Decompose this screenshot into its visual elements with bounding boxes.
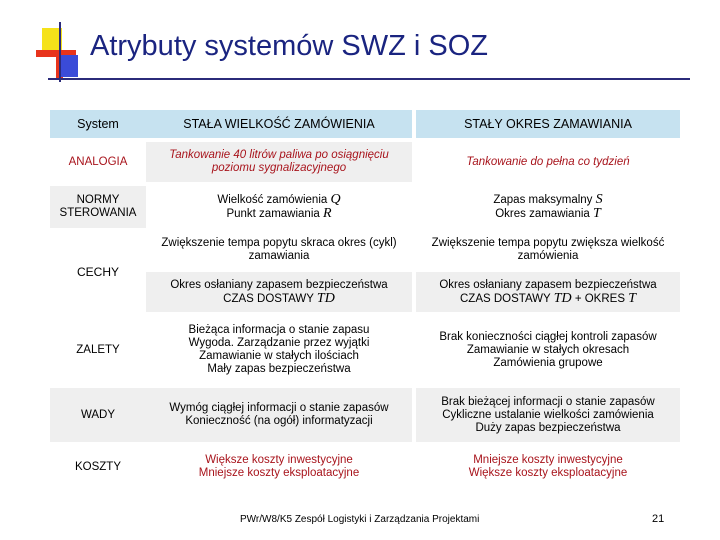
normy-soz — [416, 186, 680, 228]
wady-soz-line: Brak bieżącej informacji o stanie zapasów — [441, 395, 655, 408]
symbol-r: R — [322, 206, 332, 221]
koszty-soz-line: Mniejsze koszty inwestycyjne — [473, 454, 623, 466]
normy-swz-line2: Punkt zamawiania — [226, 208, 320, 220]
normy-swz-line1: Wielkość zamówienia — [217, 194, 328, 206]
koszty-soz — [416, 446, 680, 488]
zalety-soz-line: Zamówienia grupowe — [493, 356, 603, 369]
header-system: System — [50, 110, 146, 138]
cechy-cells — [146, 232, 680, 312]
zalety-soz-line: Brak konieczności ciągłej kontroli zapasów — [439, 330, 657, 343]
row-label-koszty: KOSZTY — [74, 460, 121, 473]
koszty-soz-line: Większe koszty eksploatacyjne — [468, 467, 628, 479]
symbol-q: Q — [330, 192, 341, 207]
footer-text: PWr/W8/K5 Zespół Logistyki i Zarządzania Projektami — [240, 514, 480, 525]
page-title: Atrybuty systemów SWZ i SOZ — [90, 30, 488, 62]
cechy-2-soz-plus: + OKRES — [574, 292, 626, 305]
row-label-wady: WADY — [50, 388, 146, 442]
row-label-zalety: ZALETY — [76, 343, 120, 356]
normy-soz-line2: Okres zamawiania — [495, 208, 590, 220]
table-row-analogia — [50, 142, 680, 182]
analogia-swz: Tankowanie 40 litrów paliwa po osiągnięciu poziomu sygnalizacyjnego — [146, 142, 412, 182]
cechy-subrow-2 — [146, 272, 680, 312]
wady-swz-line: Konieczność (na ogół) informatyzacji — [185, 415, 373, 427]
cechy-subrow-1 — [146, 232, 680, 268]
zalety-swz-line: Zamawianie w stałych ilościach — [199, 350, 359, 362]
table-header-row — [50, 110, 680, 138]
header-swz: STAŁA WIELKOŚĆ ZAMÓWIENIA — [146, 110, 412, 138]
table-row-koszty — [50, 446, 680, 488]
cechy-2-swz-line2: CZAS DOSTAWY — [223, 292, 314, 305]
table-row-wady — [50, 388, 680, 442]
symbol-s: S — [595, 192, 603, 207]
row-label-normy: NORMY STEROWANIA — [50, 186, 146, 228]
row-label-cechy: CECHY — [76, 265, 119, 279]
page-number: 21 — [652, 513, 665, 525]
table-row-zalety — [50, 316, 680, 384]
symbol-t-soz: T — [628, 290, 637, 306]
attributes-table — [50, 110, 680, 492]
analogia-soz: Tankowanie do pełna co tydzień — [466, 155, 630, 168]
zalety-swz-line: Mały zapas bezpieczeństwa — [207, 363, 351, 375]
koszty-swz-line: Większe koszty inwestycyjne — [205, 454, 353, 466]
symbol-t: T — [593, 206, 601, 221]
cechy-2-soz-line1: Okres osłaniany zapasem bezpieczeństwa — [439, 278, 657, 291]
cechy-2-soz — [416, 272, 680, 312]
wady-swz — [146, 388, 412, 442]
title-underline — [48, 78, 690, 80]
cechy-2-swz — [146, 272, 412, 312]
wady-swz-line: Wymóg ciągłej informacji o stanie zapasów — [169, 402, 389, 414]
header-soz: STAŁY OKRES ZAMAWIANIA — [416, 110, 680, 138]
cechy-1-soz: Zwiększenie tempa popytu zwiększa wielkość zamówienia — [431, 237, 665, 262]
normy-soz-line1: Zapas maksymalny — [493, 194, 593, 206]
zalety-swz — [146, 316, 412, 384]
zalety-swz-line: Bieżąca informacja o stanie zapasu — [188, 324, 370, 336]
table-row-normy — [50, 186, 680, 228]
koszty-swz — [146, 446, 412, 488]
zalety-swz-line: Wygoda. Zarządzanie przez wyjątki — [188, 337, 370, 349]
cechy-1-swz: Zwiększenie tempa popytu skraca okres (cykl) zamawiania — [161, 237, 397, 262]
cechy-2-soz-line2: CZAS DOSTAWY — [459, 292, 551, 305]
cechy-2-swz-line1: Okres osłaniany zapasem bezpieczeństwa — [170, 278, 388, 291]
decor-blue-block — [60, 55, 78, 77]
zalety-soz-line: Zamawianie w stałych okresach — [466, 343, 630, 356]
decor-vertical-line — [59, 22, 61, 82]
table-row-cechy — [50, 232, 680, 312]
row-label-analogia: ANALOGIA — [68, 155, 128, 168]
wady-soz-line: Cykliczne ustalanie wielkości zamówienia — [442, 408, 654, 421]
koszty-swz-line: Mniejsze koszty eksploatacyjne — [198, 467, 360, 479]
zalety-soz — [416, 316, 680, 384]
normy-swz — [146, 186, 412, 228]
symbol-td-soz: TD — [553, 290, 572, 306]
wady-soz-line: Duży zapas bezpieczeństwa — [475, 421, 621, 434]
wady-soz — [416, 388, 680, 442]
symbol-td: TD — [316, 290, 335, 306]
